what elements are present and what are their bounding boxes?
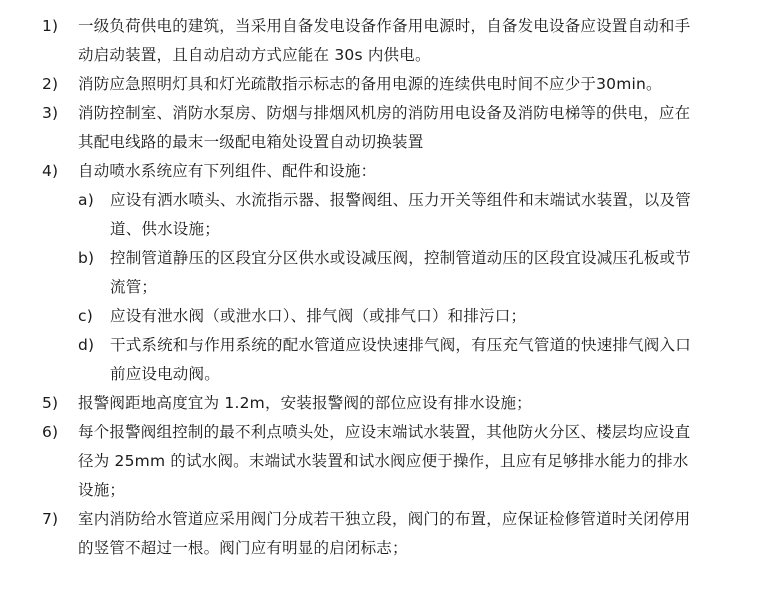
list-item-7 xyxy=(0,505,760,563)
list-item-4 xyxy=(0,157,760,186)
list-item-text: 消防控制室、消防水泵房、防烟与排烟风机房的消防用电设备及消防电梯等的供电，应在其配电线路的最末一级配电箱处设置自动切换装置 xyxy=(78,104,691,151)
document-body xyxy=(0,12,760,563)
sub-item-number: c) xyxy=(78,307,93,325)
list-item-number: 4) xyxy=(42,162,59,180)
sub-item-text: 应设有洒水喷头、水流指示器、报警阀组、压力开关等组件和末端试水装置，以及管道、供水设施； xyxy=(110,191,691,238)
list-item-number: 1) xyxy=(42,17,59,35)
sub-item-number: a) xyxy=(78,191,94,209)
list-item-6 xyxy=(0,418,760,505)
sub-item-number: d) xyxy=(78,336,95,354)
list-item-number: 2) xyxy=(42,75,59,93)
list-item-text: 室内消防给水管道应采用阀门分成若干独立段，阀门的布置，应保证检修管道时关闭停用的竖管不超过一根。阀门应有明显的启闭标志； xyxy=(78,510,691,557)
sub-item-d xyxy=(0,331,760,389)
list-item-number: 5) xyxy=(42,394,59,412)
sub-item-a xyxy=(0,186,760,244)
sub-item-c xyxy=(0,302,760,331)
list-item-number: 3) xyxy=(42,104,59,122)
sub-item-text: 应设有泄水阀（或泄水口）、排气阀（或排气口）和排污口； xyxy=(110,307,527,325)
list-item-number: 7) xyxy=(42,510,59,528)
sub-item-b xyxy=(0,244,760,302)
list-item-text: 自动喷水系统应有下列组件、配件和设施： xyxy=(78,162,377,180)
sub-item-number: b) xyxy=(78,249,95,267)
list-item-text: 每个报警阀组控制的最不利点喷头处，应设末端试水装置，其他防火分区、楼层均应设直径为 25mm 的试水阀。末端试水装置和试水阀应便于操作，且应有足够排水能力的排水设施； xyxy=(78,423,691,499)
sub-item-text: 干式系统和与作用系统的配水管道应设快速排气阀，有压充气管道的快速排气阀入口前应设电动阀。 xyxy=(110,336,691,383)
list-item-text: 报警阀距地高度宜为 1.2m，安装报警阀的部位应设有排水设施； xyxy=(78,394,532,412)
list-item-5 xyxy=(0,389,760,418)
list-item-text: 一级负荷供电的建筑，当采用自备发电设备作备用电源时，自备发电设备应设置自动和手动启动装置，且自动启动方式应能在 30s 内供电。 xyxy=(78,17,691,64)
list-item-number: 6) xyxy=(42,423,59,441)
list-item-3 xyxy=(0,99,760,157)
list-item-text: 消防应急照明灯具和灯光疏散指示标志的备用电源的连续供电时间不应少于30min。 xyxy=(78,75,662,93)
list-item-1 xyxy=(0,12,760,70)
list-item-2 xyxy=(0,70,760,99)
sub-item-text: 控制管道静压的区段宜分区供水或设减压阀，控制管道动压的区段宜设减压孔板或节流管； xyxy=(110,249,691,296)
